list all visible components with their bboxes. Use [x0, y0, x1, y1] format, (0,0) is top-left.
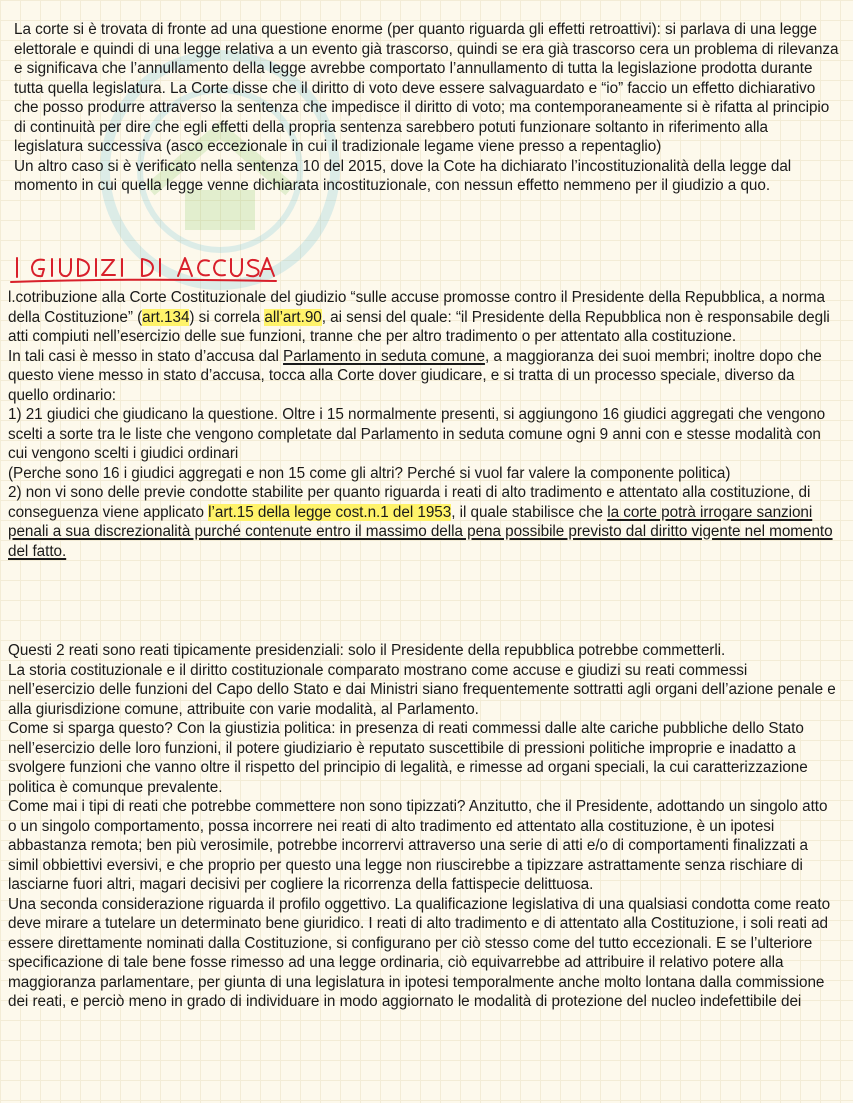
- intro-block: [14, 20, 839, 196]
- body-paragraph-5: Una seconda considerazione riguarda il profilo oggettivo. La qualificazione legislativa di una qualsiasi condotta come reato deve mirare a tutelare un determinato bene giuridico. I reati di alto tradimento e di attentato alla Costituzione, i soli reati ad essere direttamente nominati dalla Costituzione, si configurano per ciò stesso come del tutto eccezionali. E se l’ulteriore specificazione di tale bene fosse rimesso ad una legge ordinaria, ciò equivarrebbe ad attribuire il relativo potere alla maggioranza parlamentare, per giunta di una legislatura in ipotesi temporalmente anche molto lontana dalla commissione dei reati, e perciò meno in grado di individuare in modo aggiornato le modalità di protezione del nucleo indefettibile dei: [8, 895, 831, 1010]
- section-paragraph-5: [8, 483, 838, 561]
- text-run: l.cotribuzione alla Corte Costituzionale del giudizio “sulle accuse promosse contro il Presidente della Repubblica, a norma della Costituzione” (: [8, 289, 825, 326]
- text-run: , ai sensi del quale: “il Presidente della Repubblica non è responsabile degli atti compiuti nell’esercizio delle sue funzioni, tranne che per altro tradimento o per attentato alla costituzione.: [8, 308, 830, 345]
- highlight-art134: art.134: [142, 308, 190, 326]
- body-paragraph-3: Come si sparga questo? Con la giustizia politica: in presenza di reati commessi dalle alte cariche pubbliche dello Stato nell’esercizio delle loro funzioni, il potere giudiziario è reputato suscettibile di pressioni politiche improprie e inadatto a svolgere funzioni che vanno oltre il rispetto del principio di legalità, e rimesse ad organi speciali, la cui caratterizzazione politica è comunque prevalente.: [8, 720, 808, 796]
- body-paragraph-1: Questi 2 reati sono reati tipicamente presidenziali: solo il Presidente della repubblica potrebbe commetterli.: [8, 642, 726, 659]
- underline-sanzioni: la corte potrà irrogare sanzioni penali a sua discrezionalità purché contenute entro il massimo della pena possibile previsto dal diritto vigente nel momento del fatto.: [8, 503, 833, 560]
- text-run: 2) non vi sono delle previe condotte stabilite per quanto riguarda i reati di alto tradimento e attentato alla costituzione, di conseguenza viene applicato: [8, 484, 811, 521]
- intro-paragraph-1: La corte si è trovata di fronte ad una questione enorme (per quanto riguarda gli effetti retroattivi): si parlava di una legge elettorale e quindi di una legge relativa a un evento già trascorso, quindi se era già trascorso cera un problema di rilevanza e significava che l’annullamento della legge avrebbe comportato l’annullamento di tutta la legislazione prodotta durante tutta quella legislatura. La Corte disse che il diritto di voto deve essere salvaguardato e “io” faccio un effetto dichiarativo che posso produrre attraverso la sentenza che impedisce il diritto di voto; ma contemporaneamente si è rifatta al principio di continuità per dire che egli effetti della propria sentenza sarebbero potuti funzionare soltanto in riferimento alla legislatura successiva (asco eccezionale in cui il tradizionale legame viene presso a repentaglio): [14, 21, 839, 155]
- text-run: In tali casi è messo in stato d’accusa dal: [8, 347, 284, 365]
- text-run: , il quale stabilisce che: [451, 503, 608, 521]
- section-paragraph-2: [8, 347, 838, 406]
- underline-parlamento: Parlamento in seduta comune: [283, 347, 485, 365]
- accusa-section: [8, 288, 838, 561]
- text-run: , a maggioranza dei suoi membri; inoltre dopo che questo viene messo in stato d’accusa, tocca alla Corte dover giudicare, e si tratta di un processo speciale, diverso da quello ordinario:: [8, 347, 822, 404]
- section-paragraph-3: 1) 21 giudici che giudicano la questione. Oltre i 15 normalmente presenti, si aggiungono 16 giudici aggregati che vengono scelti a sorte tra le liste che vengono completate dal Parlamento in seduta comune ogni 9 anni con e stesse modalità con cui vengono scelti i giudici ordinari: [8, 406, 826, 462]
- body-block: [8, 641, 838, 1012]
- body-paragraph-2: La storia costituzionale e il diritto costituzionale comparato mostrano come accuse e giudizi su reati commessi nell’esercizio delle funzioni del Capo dello Stato e dai Ministri siano frequentemente sottratti agli organi dell’azione penale e alla giurisdizione comune, attribuite con varie modalità, al Parlamento.: [8, 661, 836, 718]
- intro-paragraph-2: Un altro caso si è verificato nella sentenza 10 del 2015, dove la Cote ha dichiarato l’incostituzionalità della legge dal momento in cui quella legge venne dichiarata incostituzionale, con nessun effetto nemmeno per il giudizio a quo.: [14, 157, 792, 194]
- body-paragraph-4: Come mai i tipi di reati che potrebbe commettere non sono tipizzati? Anzitutto, che il Presidente, adottando un singolo atto o un singolo comportamento, possa incorrere nei reati di alto tradimento ed attentato alla costituzione, è un ipotesi abbastanza remota; ben più verosimile, potrebbe incorrervi attraverso una serie di atti e/o di comportamenti finalizzati a simil obbiettivi eversivi, e che proprio per questo una legge non riuscirebbe a tipizzare astrattamente senza rischiare di lasciarne fuori altri, magari decisivi per cogliere la ricorrenza della fattispecie delittuosa.: [8, 798, 828, 893]
- section-paragraph-1: [8, 288, 838, 347]
- text-run: ) si correla: [189, 308, 265, 326]
- highlight-art90: all’art.90: [264, 308, 322, 326]
- section-paragraph-4: (Perche sono 16 i giudici aggregati e non 15 come gli altri? Perché si vuol far valere la componente politica): [8, 464, 731, 482]
- highlight-art15: l’art.15 della legge cost.n.1 del 1953: [208, 503, 452, 521]
- handwritten-heading-icon: [8, 250, 278, 286]
